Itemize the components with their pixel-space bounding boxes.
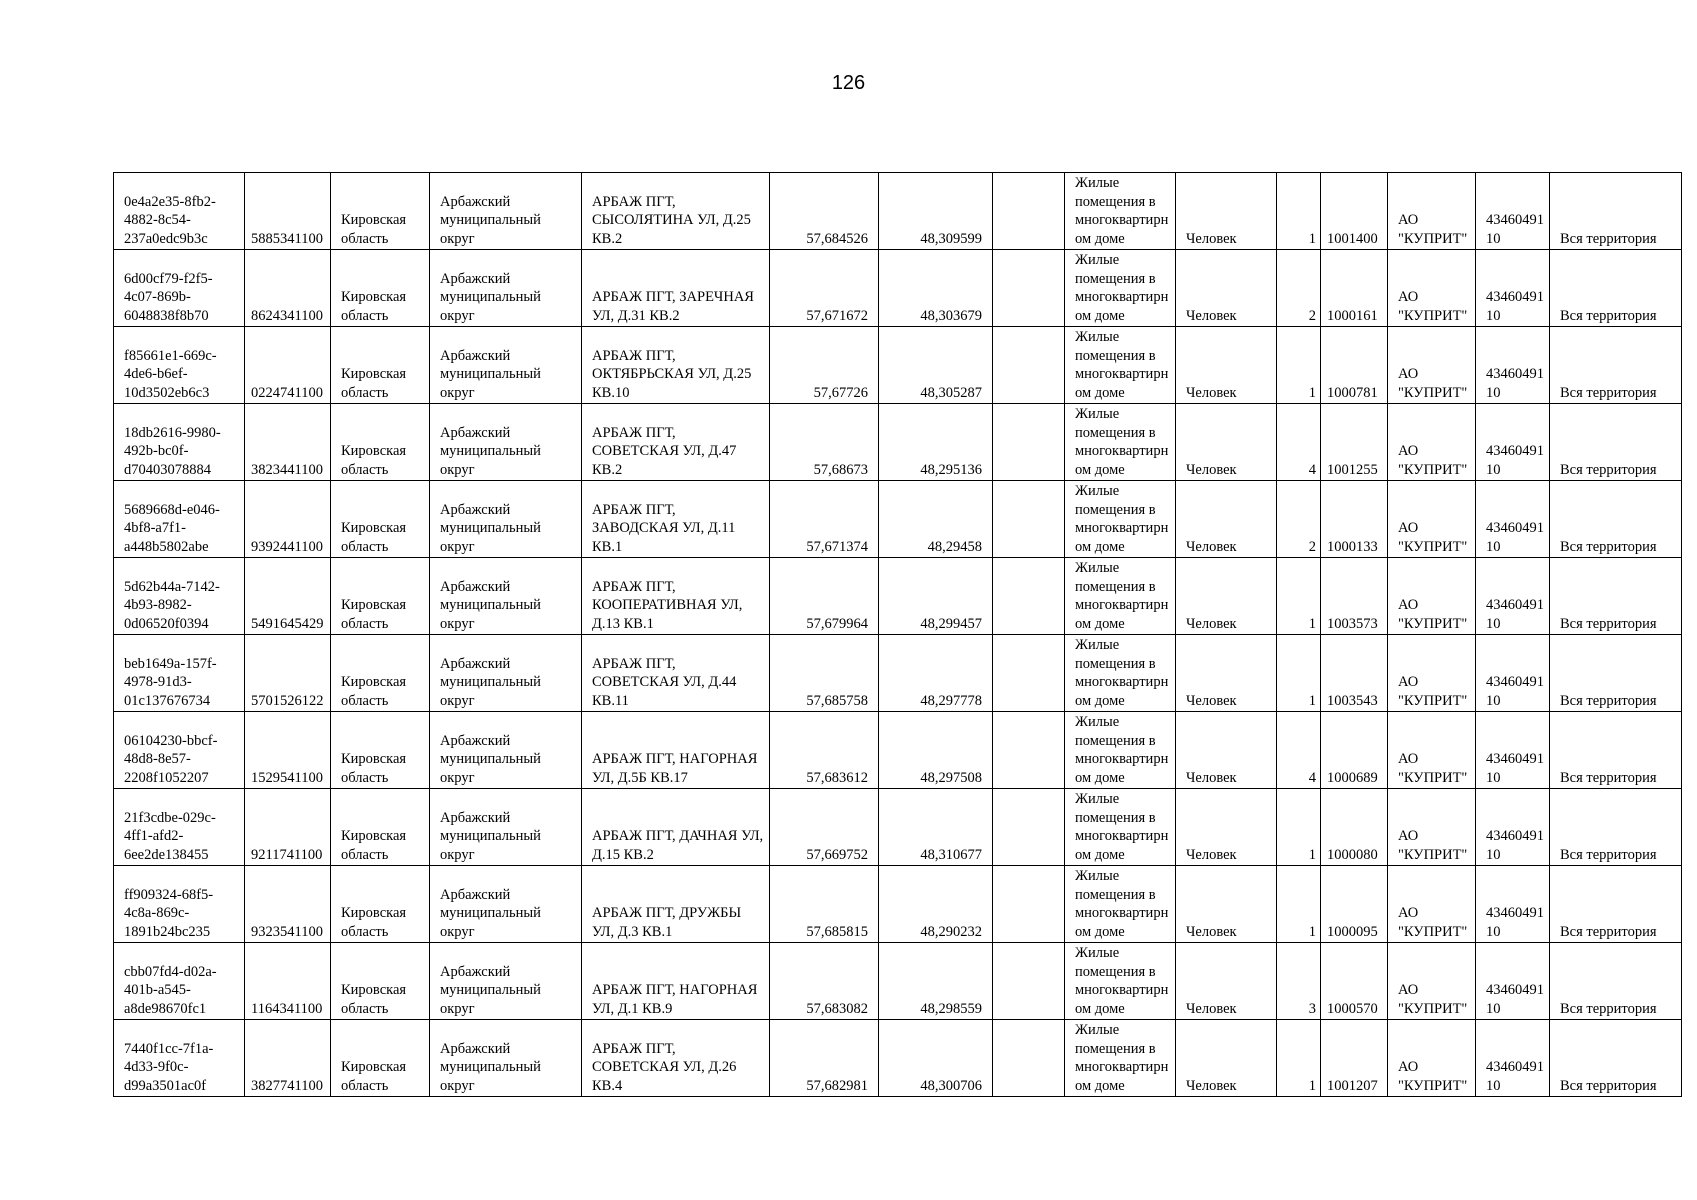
- cell-address: АРБАЖ ПГТ, ЗАВОДСКАЯ УЛ, Д.11 КВ.1: [582, 481, 770, 558]
- cell-empty: [993, 558, 1065, 635]
- cell-address: АРБАЖ ПГТ, НАГОРНАЯ УЛ, Д.1 КВ.9: [582, 943, 770, 1020]
- cell-number: 1001400: [1321, 173, 1388, 250]
- cell-inn: 4346049110: [1476, 173, 1550, 250]
- cell-district: Арбажский муниципальный округ: [430, 327, 582, 404]
- page-number: 126: [831, 72, 866, 94]
- cell-premises-type: Жилые помещения в многоквартирном доме: [1065, 789, 1176, 866]
- table-row: [114, 712, 1682, 789]
- cell-longitude: 48,300706: [879, 1020, 993, 1097]
- cell-latitude: 57,68673: [770, 404, 879, 481]
- cell-longitude: 48,290232: [879, 866, 993, 943]
- cell-inn: 4346049110: [1476, 1020, 1550, 1097]
- cell-empty: [993, 250, 1065, 327]
- cell-premises-type: Жилые помещения в многоквартирном доме: [1065, 327, 1176, 404]
- cell-region: Кировская область: [331, 943, 430, 1020]
- table-row: [114, 943, 1682, 1020]
- cell-district: Арбажский муниципальный округ: [430, 404, 582, 481]
- cell-region: Кировская область: [331, 866, 430, 943]
- cell-inn: 4346049110: [1476, 327, 1550, 404]
- cell-quantity: 1: [1277, 558, 1321, 635]
- cell-district: Арбажский муниципальный округ: [430, 558, 582, 635]
- cell-organization: АО "КУПРИТ": [1388, 1020, 1476, 1097]
- cell-area: Вся территория: [1550, 866, 1682, 943]
- cell-address: АРБАЖ ПГТ, ОКТЯБРЬСКАЯ УЛ, Д.25 КВ.10: [582, 327, 770, 404]
- table-row: [114, 250, 1682, 327]
- cell-address: АРБАЖ ПГТ, ДАЧНАЯ УЛ, Д.15 КВ.2: [582, 789, 770, 866]
- cell-longitude: 48,297778: [879, 635, 993, 712]
- cell-latitude: 57,683082: [770, 943, 879, 1020]
- cell-id: beb1649a-157f-4978-91d3-01c137676734: [114, 635, 245, 712]
- cell-latitude: 57,671672: [770, 250, 879, 327]
- cell-quantity: 1: [1277, 866, 1321, 943]
- cell-number: 1000570: [1321, 943, 1388, 1020]
- cell-empty: [993, 481, 1065, 558]
- cell-longitude: 48,299457: [879, 558, 993, 635]
- cell-number: 1000161: [1321, 250, 1388, 327]
- cell-address: АРБАЖ ПГТ, ЗАРЕЧНАЯ УЛ, Д.31 КВ.2: [582, 250, 770, 327]
- cell-district: Арбажский муниципальный округ: [430, 789, 582, 866]
- cell-premises-type: Жилые помещения в многоквартирном доме: [1065, 943, 1176, 1020]
- cell-id: 18db2616-9980-492b-bc0f-d70403078884: [114, 404, 245, 481]
- cell-number: 1003543: [1321, 635, 1388, 712]
- cell-unit: Человек: [1176, 173, 1277, 250]
- cell-id: ff909324-68f5-4c8a-869c-1891b24bc235: [114, 866, 245, 943]
- cell-inn: 4346049110: [1476, 866, 1550, 943]
- cell-quantity: 4: [1277, 712, 1321, 789]
- cell-longitude: 48,309599: [879, 173, 993, 250]
- cell-longitude: 48,297508: [879, 712, 993, 789]
- cell-region: Кировская область: [331, 635, 430, 712]
- cell-address: АРБАЖ ПГТ, СЫСОЛЯТИНА УЛ, Д.25 КВ.2: [582, 173, 770, 250]
- cell-quantity: 3: [1277, 943, 1321, 1020]
- registry-table-body: [114, 173, 1682, 1097]
- cell-district: Арбажский муниципальный округ: [430, 481, 582, 558]
- cell-district: Арбажский муниципальный округ: [430, 943, 582, 1020]
- cell-area: Вся территория: [1550, 943, 1682, 1020]
- cell-premises-type: Жилые помещения в многоквартирном доме: [1065, 712, 1176, 789]
- cell-premises-type: Жилые помещения в многоквартирном доме: [1065, 404, 1176, 481]
- cell-inn: 4346049110: [1476, 943, 1550, 1020]
- cell-code: 1529541100: [245, 712, 331, 789]
- cell-district: Арбажский муниципальный округ: [430, 1020, 582, 1097]
- cell-area: Вся территория: [1550, 635, 1682, 712]
- cell-latitude: 57,685758: [770, 635, 879, 712]
- cell-id: 6d00cf79-f2f5-4c07-869b-6048838f8b70: [114, 250, 245, 327]
- cell-latitude: 57,669752: [770, 789, 879, 866]
- cell-inn: 4346049110: [1476, 404, 1550, 481]
- table-row: [114, 789, 1682, 866]
- cell-id: 5d62b44a-7142-4b93-8982-0d06520f0394: [114, 558, 245, 635]
- cell-region: Кировская область: [331, 250, 430, 327]
- cell-number: 1003573: [1321, 558, 1388, 635]
- cell-address: АРБАЖ ПГТ, НАГОРНАЯ УЛ, Д.5Б КВ.17: [582, 712, 770, 789]
- cell-number: 1000095: [1321, 866, 1388, 943]
- cell-region: Кировская область: [331, 558, 430, 635]
- cell-longitude: 48,29458: [879, 481, 993, 558]
- cell-id: cbb07fd4-d02a-401b-a545-a8de98670fc1: [114, 943, 245, 1020]
- cell-unit: Человек: [1176, 943, 1277, 1020]
- table-row: [114, 327, 1682, 404]
- cell-organization: АО "КУПРИТ": [1388, 789, 1476, 866]
- cell-code: 0224741100: [245, 327, 331, 404]
- cell-organization: АО "КУПРИТ": [1388, 481, 1476, 558]
- cell-latitude: 57,671374: [770, 481, 879, 558]
- table-row: [114, 481, 1682, 558]
- cell-area: Вся территория: [1550, 712, 1682, 789]
- cell-unit: Человек: [1176, 481, 1277, 558]
- cell-empty: [993, 712, 1065, 789]
- table-row: [114, 173, 1682, 250]
- cell-address: АРБАЖ ПГТ, КООПЕРАТИВНАЯ УЛ, Д.13 КВ.1: [582, 558, 770, 635]
- cell-quantity: 1: [1277, 173, 1321, 250]
- cell-area: Вся территория: [1550, 250, 1682, 327]
- cell-organization: АО "КУПРИТ": [1388, 173, 1476, 250]
- cell-area: Вся территория: [1550, 558, 1682, 635]
- cell-id: 06104230-bbcf-48d8-8e57-2208f1052207: [114, 712, 245, 789]
- cell-code: 9392441100: [245, 481, 331, 558]
- cell-code: 8624341100: [245, 250, 331, 327]
- cell-unit: Человек: [1176, 789, 1277, 866]
- table-row: [114, 635, 1682, 712]
- cell-area: Вся территория: [1550, 481, 1682, 558]
- cell-organization: АО "КУПРИТ": [1388, 404, 1476, 481]
- cell-longitude: 48,298559: [879, 943, 993, 1020]
- cell-id: 7440f1cc-7f1a-4d33-9f0c-d99a3501ac0f: [114, 1020, 245, 1097]
- cell-unit: Человек: [1176, 635, 1277, 712]
- cell-inn: 4346049110: [1476, 481, 1550, 558]
- cell-empty: [993, 404, 1065, 481]
- cell-latitude: 57,679964: [770, 558, 879, 635]
- cell-inn: 4346049110: [1476, 789, 1550, 866]
- cell-premises-type: Жилые помещения в многоквартирном доме: [1065, 866, 1176, 943]
- cell-unit: Человек: [1176, 1020, 1277, 1097]
- cell-premises-type: Жилые помещения в многоквартирном доме: [1065, 1020, 1176, 1097]
- cell-organization: АО "КУПРИТ": [1388, 635, 1476, 712]
- registry-table: [113, 172, 1682, 1097]
- cell-region: Кировская область: [331, 481, 430, 558]
- cell-number: 1001255: [1321, 404, 1388, 481]
- cell-empty: [993, 173, 1065, 250]
- cell-inn: 4346049110: [1476, 712, 1550, 789]
- cell-number: 1000080: [1321, 789, 1388, 866]
- cell-district: Арбажский муниципальный округ: [430, 250, 582, 327]
- cell-code: 5885341100: [245, 173, 331, 250]
- cell-district: Арбажский муниципальный округ: [430, 173, 582, 250]
- cell-organization: АО "КУПРИТ": [1388, 250, 1476, 327]
- cell-area: Вся территория: [1550, 1020, 1682, 1097]
- cell-area: Вся территория: [1550, 173, 1682, 250]
- cell-unit: Человек: [1176, 712, 1277, 789]
- cell-address: АРБАЖ ПГТ, ДРУЖБЫ УЛ, Д.3 КВ.1: [582, 866, 770, 943]
- cell-longitude: 48,303679: [879, 250, 993, 327]
- cell-unit: Человек: [1176, 327, 1277, 404]
- cell-region: Кировская область: [331, 173, 430, 250]
- cell-longitude: 48,295136: [879, 404, 993, 481]
- cell-code: 1164341100: [245, 943, 331, 1020]
- cell-organization: АО "КУПРИТ": [1388, 943, 1476, 1020]
- cell-organization: АО "КУПРИТ": [1388, 327, 1476, 404]
- cell-number: 1000781: [1321, 327, 1388, 404]
- cell-quantity: 1: [1277, 789, 1321, 866]
- cell-id: 5689668d-e046-4bf8-a7f1-a448b5802abe: [114, 481, 245, 558]
- cell-region: Кировская область: [331, 789, 430, 866]
- cell-region: Кировская область: [331, 1020, 430, 1097]
- cell-code: 5491645429: [245, 558, 331, 635]
- table-row: [114, 404, 1682, 481]
- cell-latitude: 57,67726: [770, 327, 879, 404]
- table-row: [114, 1020, 1682, 1097]
- cell-region: Кировская область: [331, 327, 430, 404]
- table-row: [114, 558, 1682, 635]
- cell-region: Кировская область: [331, 712, 430, 789]
- cell-district: Арбажский муниципальный округ: [430, 635, 582, 712]
- cell-empty: [993, 327, 1065, 404]
- cell-id: f85661e1-669c-4de6-b6ef-10d3502eb6c3: [114, 327, 245, 404]
- cell-quantity: 4: [1277, 404, 1321, 481]
- cell-unit: Человек: [1176, 250, 1277, 327]
- cell-quantity: 2: [1277, 250, 1321, 327]
- cell-area: Вся территория: [1550, 404, 1682, 481]
- cell-code: 9323541100: [245, 866, 331, 943]
- cell-unit: Человек: [1176, 404, 1277, 481]
- cell-quantity: 1: [1277, 635, 1321, 712]
- cell-premises-type: Жилые помещения в многоквартирном доме: [1065, 635, 1176, 712]
- cell-latitude: 57,684526: [770, 173, 879, 250]
- cell-inn: 4346049110: [1476, 250, 1550, 327]
- cell-premises-type: Жилые помещения в многоквартирном доме: [1065, 250, 1176, 327]
- cell-longitude: 48,305287: [879, 327, 993, 404]
- cell-address: АРБАЖ ПГТ, СОВЕТСКАЯ УЛ, Д.47 КВ.2: [582, 404, 770, 481]
- cell-area: Вся территория: [1550, 789, 1682, 866]
- cell-latitude: 57,683612: [770, 712, 879, 789]
- cell-region: Кировская область: [331, 404, 430, 481]
- cell-address: АРБАЖ ПГТ, СОВЕТСКАЯ УЛ, Д.26 КВ.4: [582, 1020, 770, 1097]
- cell-empty: [993, 789, 1065, 866]
- cell-unit: Человек: [1176, 558, 1277, 635]
- cell-code: 3823441100: [245, 404, 331, 481]
- table-row: [114, 866, 1682, 943]
- cell-code: 5701526122: [245, 635, 331, 712]
- cell-latitude: 57,682981: [770, 1020, 879, 1097]
- cell-empty: [993, 866, 1065, 943]
- cell-quantity: 1: [1277, 1020, 1321, 1097]
- cell-unit: Человек: [1176, 866, 1277, 943]
- cell-number: 1000689: [1321, 712, 1388, 789]
- cell-latitude: 57,685815: [770, 866, 879, 943]
- cell-id: 0e4a2e35-8fb2-4882-8c54-237a0edc9b3c: [114, 173, 245, 250]
- cell-empty: [993, 1020, 1065, 1097]
- cell-organization: АО "КУПРИТ": [1388, 866, 1476, 943]
- cell-empty: [993, 943, 1065, 1020]
- cell-organization: АО "КУПРИТ": [1388, 558, 1476, 635]
- cell-empty: [993, 635, 1065, 712]
- cell-premises-type: Жилые помещения в многоквартирном доме: [1065, 481, 1176, 558]
- cell-code: 3827741100: [245, 1020, 331, 1097]
- cell-inn: 4346049110: [1476, 635, 1550, 712]
- cell-organization: АО "КУПРИТ": [1388, 712, 1476, 789]
- cell-premises-type: Жилые помещения в многоквартирном доме: [1065, 558, 1176, 635]
- cell-id: 21f3cdbe-029c-4ff1-afd2-6ee2de138455: [114, 789, 245, 866]
- cell-address: АРБАЖ ПГТ, СОВЕТСКАЯ УЛ, Д.44 КВ.11: [582, 635, 770, 712]
- cell-quantity: 1: [1277, 327, 1321, 404]
- cell-inn: 4346049110: [1476, 558, 1550, 635]
- cell-code: 9211741100: [245, 789, 331, 866]
- cell-quantity: 2: [1277, 481, 1321, 558]
- cell-premises-type: Жилые помещения в многоквартирном доме: [1065, 173, 1176, 250]
- cell-longitude: 48,310677: [879, 789, 993, 866]
- cell-district: Арбажский муниципальный округ: [430, 712, 582, 789]
- cell-number: 1000133: [1321, 481, 1388, 558]
- cell-number: 1001207: [1321, 1020, 1388, 1097]
- cell-area: Вся территория: [1550, 327, 1682, 404]
- cell-district: Арбажский муниципальный округ: [430, 866, 582, 943]
